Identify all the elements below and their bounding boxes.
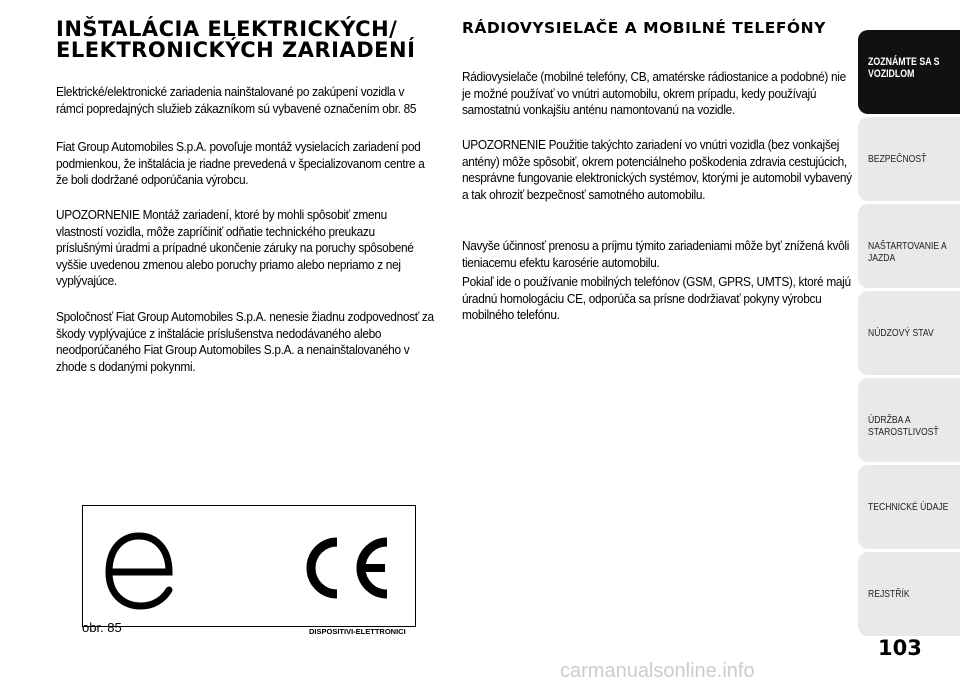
tab-label: NÚDZOVÝ STAV — [868, 327, 934, 339]
figure-code: DISPOSITIVI-ELETTRONICI — [309, 627, 406, 636]
tab-label: NAŠTARTOVANIE A JAZDA — [868, 240, 947, 264]
figure-caption: obr. 85 — [82, 620, 122, 635]
tab-label: REJSTŘÍK — [868, 588, 910, 600]
e-mark-icon — [97, 520, 181, 616]
paragraph: Fiat Group Automobiles S.p.A. povoľuje montáž vysielacích zariadení pod podmienkou, že inštalácia je riadne prevedená v špecializovanom centre a že boli dodržané odporúčania výrobcu. — [56, 139, 425, 187]
paragraph: Rádiovysielače (mobilné telefóny, CB, amatérske rádiostanice a podobné) nie je možné používať vo vnútri automobilu, okrem prípadu, kedy používajú samostatnú vonkajšiu anténu namontovanú na vozidle. — [462, 69, 846, 117]
tab-nastartovanie-a-jazda[interactable] — [858, 204, 960, 288]
warning-paragraph: UPOZORNENIE Použitie takýchto zariadení vo vnútri vozidla (bez vonkajšej antény) môže spôsobiť, okrem potenciálneho poškodenia zdravia cestujúcich, nesprávne fungovanie elektronických systémov, ktorými je automobil vybavený a tak ohroziť bezpečnosť samotného automobilu. — [462, 137, 852, 202]
section-heading-radio: RÁDIOVYSIELAČE A MOBILNÉ TELEFÓNY — [462, 19, 826, 37]
paragraph: Navyše účinnosť prenosu a príjmu týmito zariadeniami môže byť znížená kvôli tieniacemu efektu karosérie automobilu. — [462, 238, 850, 270]
tab-nudzovy-stav[interactable] — [858, 291, 960, 375]
tab-technicke-udaje[interactable] — [858, 465, 960, 549]
page-number: 103 — [878, 636, 922, 660]
tab-rejstrik[interactable] — [858, 552, 960, 636]
warning-paragraph: UPOZORNENIE Montáž zariadení, ktoré by mohli spôsobiť zmenu vlastností vozidla, môže zapríčiniť odňatie technického preukazu príslušnými úradmi a prípadné ukončenie záruky na poruchy spôsobené vyššie uvedenou zmenou alebo poruchy priamo alebo nepriamo z nej vyplývajúce. — [56, 207, 414, 288]
tab-zoznamte-sa-s-vozidlom[interactable] — [858, 30, 960, 114]
tab-label: ÚDRŽBA A STAROSTLIVOSŤ — [868, 414, 939, 438]
paragraph: Spoločnosť Fiat Group Automobiles S.p.A. nenesie žiadnu zodpovednosť za škody vyplývajúce z inštalácie príslušenstva nedodávaného alebo neodporúčaného Fiat Group Automobiles S.p.A. a nenainštalovaného v zhode s dodanými pokynmi. — [56, 309, 434, 374]
paragraph: Elektrické/elektronické zariadenia nainštalované po zakúpení vozidla v rámci popredajných služieb zákazníkom sú vybavené označením obr. 85 — [56, 84, 417, 116]
watermark: carmanualsonline.info — [560, 660, 755, 682]
ce-mark-icon — [293, 532, 393, 604]
tab-label: BEZPEČNOSŤ — [868, 153, 927, 165]
tab-bezpecnost[interactable] — [858, 117, 960, 201]
paragraph: Pokiaľ ide o používanie mobilných telefónov (GSM, GPRS, UMTS), ktoré majú úradnú homologáciu CE, odporúča sa prísne dodržiavať pokyny výrobcu mobilného telefónu. — [462, 274, 851, 322]
tab-label: ZOZNÁMTE SA S VOZIDLOM — [868, 56, 940, 80]
tab-label: TECHNICKÉ ÚDAJE — [868, 501, 949, 513]
tab-udrzba-a-starostlivost[interactable] — [858, 378, 960, 462]
figure-85 — [82, 505, 416, 627]
section-heading-electrical: INŠTALÁCIA ELEKTRICKÝCH/ ELEKTRONICKÝCH ZARIADENÍ — [56, 17, 416, 62]
